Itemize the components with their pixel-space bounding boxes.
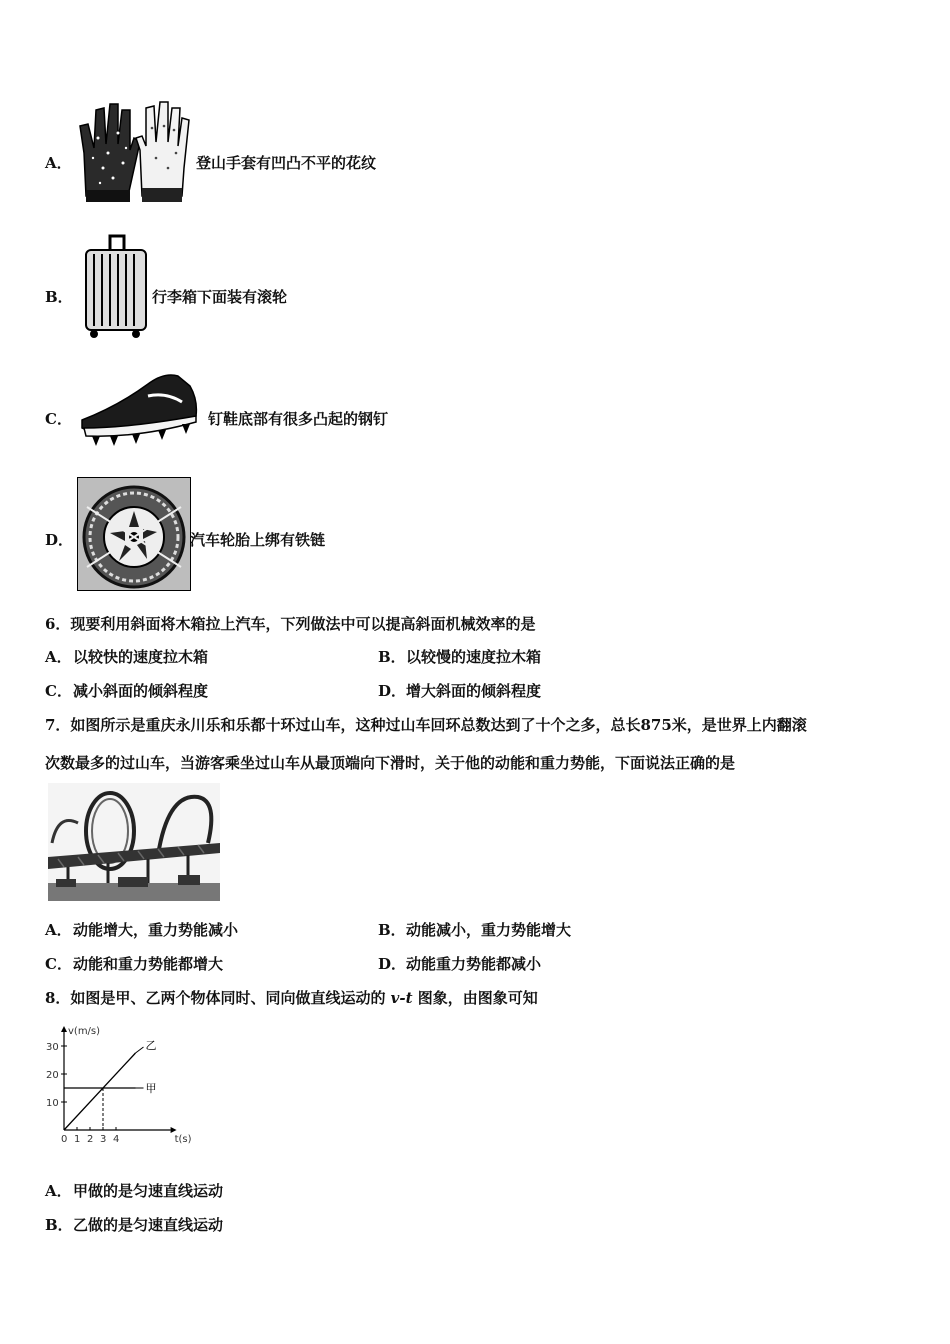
q6-option-a xyxy=(45,646,208,667)
series-label-1: 甲 xyxy=(145,1082,157,1095)
y-axis-label: v(m/s) xyxy=(68,1026,101,1037)
q6-option-c-text: 减小斜面的倾斜程度 xyxy=(73,682,209,700)
q6-option-d-label: D． xyxy=(378,682,407,700)
q8-option-b xyxy=(45,1214,223,1235)
q6-option-a-label: A． xyxy=(45,648,72,666)
q8-stem-pre: 8．如图是甲、乙两个物体同时、同向做直线运动的 xyxy=(45,989,391,1007)
x-axis-label: t(s) xyxy=(174,1134,192,1145)
series-leader-0 xyxy=(136,1047,144,1053)
q6-option-b-text: 以较慢的速度拉木箱 xyxy=(406,648,542,666)
y-axis-arrow xyxy=(61,1026,67,1032)
q8-option-b-text: 乙做的是匀速直线运动 xyxy=(73,1216,224,1234)
suitcase-illustration xyxy=(80,232,150,340)
q8-stem-post: 图象，由图象可知 xyxy=(412,989,538,1007)
q7-option-c xyxy=(45,953,223,974)
q7-option-b xyxy=(378,919,571,940)
q5-option-b-text: 行李箱下面装有滚轮 xyxy=(152,288,288,306)
q8-option-b-label: B． xyxy=(45,1216,73,1234)
q8-option-a xyxy=(45,1180,223,1201)
q7-option-b-label: B． xyxy=(378,921,406,939)
q8-stem xyxy=(45,987,538,1008)
y-tick-label: 30 xyxy=(46,1042,59,1053)
q7-option-c-text: 动能和重力势能都增大 xyxy=(73,955,224,973)
roller-coaster-photo xyxy=(48,783,220,901)
q6-option-c-label: C． xyxy=(45,682,72,700)
q5-option-d-label: D． xyxy=(45,531,74,549)
vt-graph xyxy=(40,1020,200,1150)
series-line-0 xyxy=(64,1053,136,1130)
q8-stem-var: v-t xyxy=(390,989,413,1007)
q5-option-a-text: 登山手套有凹凸不平的花纹 xyxy=(196,154,377,172)
q7-option-a-label: A． xyxy=(45,921,72,939)
x-tick-label: 3 xyxy=(100,1134,107,1145)
q7-stem-line1: 7．如图所示是重庆永川乐和乐都十环过山车，这种过山车回环总数达到了十个之多，总长875米，是世界上内翻滚 xyxy=(45,716,807,734)
q6-option-d-text: 增大斜面的倾斜程度 xyxy=(406,682,542,700)
q6-option-b xyxy=(378,646,541,667)
q6-option-d xyxy=(378,680,541,701)
q7-option-a-text: 动能增大，重力势能减小 xyxy=(73,921,239,939)
q5-option-c-label: C． xyxy=(45,410,72,428)
x-tick-label: 2 xyxy=(87,1134,94,1145)
q7-option-b-text: 动能减小，重力势能增大 xyxy=(406,921,572,939)
q6-option-a-text: 以较快的速度拉木箱 xyxy=(73,648,209,666)
tire-chain-illustration xyxy=(77,477,191,591)
q7-option-d-label: D． xyxy=(378,955,407,973)
y-tick-label: 20 xyxy=(46,1070,59,1081)
q7-stem-line2: 次数最多的过山车，当游客乘坐过山车从最顶端向下滑时，关于他的动能和重力势能，下面说法正确的是 xyxy=(45,754,736,772)
x-tick-label: 1 xyxy=(74,1134,81,1145)
q6-stem: 6．现要利用斜面将木箱拉上汽车，下列做法中可以提高斜面机械效率的是 xyxy=(45,615,536,633)
x-tick-label: 0 xyxy=(61,1134,68,1145)
q7-option-a xyxy=(45,919,238,940)
q7-option-d-text: 动能重力势能都减小 xyxy=(406,955,542,973)
q7-option-c-label: C． xyxy=(45,955,72,973)
q6-option-c xyxy=(45,680,208,701)
y-tick-label: 10 xyxy=(46,1098,59,1109)
q5-option-a-label: A． xyxy=(45,154,72,172)
q7-option-d xyxy=(378,953,541,974)
q8-option-a-label: A． xyxy=(45,1182,72,1200)
q5-option-b-label: B． xyxy=(45,288,73,306)
q8-option-a-text: 甲做的是匀速直线运动 xyxy=(73,1182,224,1200)
q6-option-b-label: B． xyxy=(378,648,406,666)
x-axis-arrow xyxy=(171,1127,177,1133)
x-tick-label: 4 xyxy=(113,1134,120,1145)
spike-shoe-illustration xyxy=(78,366,206,446)
gloves-illustration xyxy=(78,98,193,206)
series-label-0: 乙 xyxy=(145,1039,157,1052)
q5-option-d-text: 汽车轮胎上绑有铁链 xyxy=(190,531,326,549)
q5-option-c-text: 钉鞋底部有很多凸起的钢钉 xyxy=(208,410,389,428)
